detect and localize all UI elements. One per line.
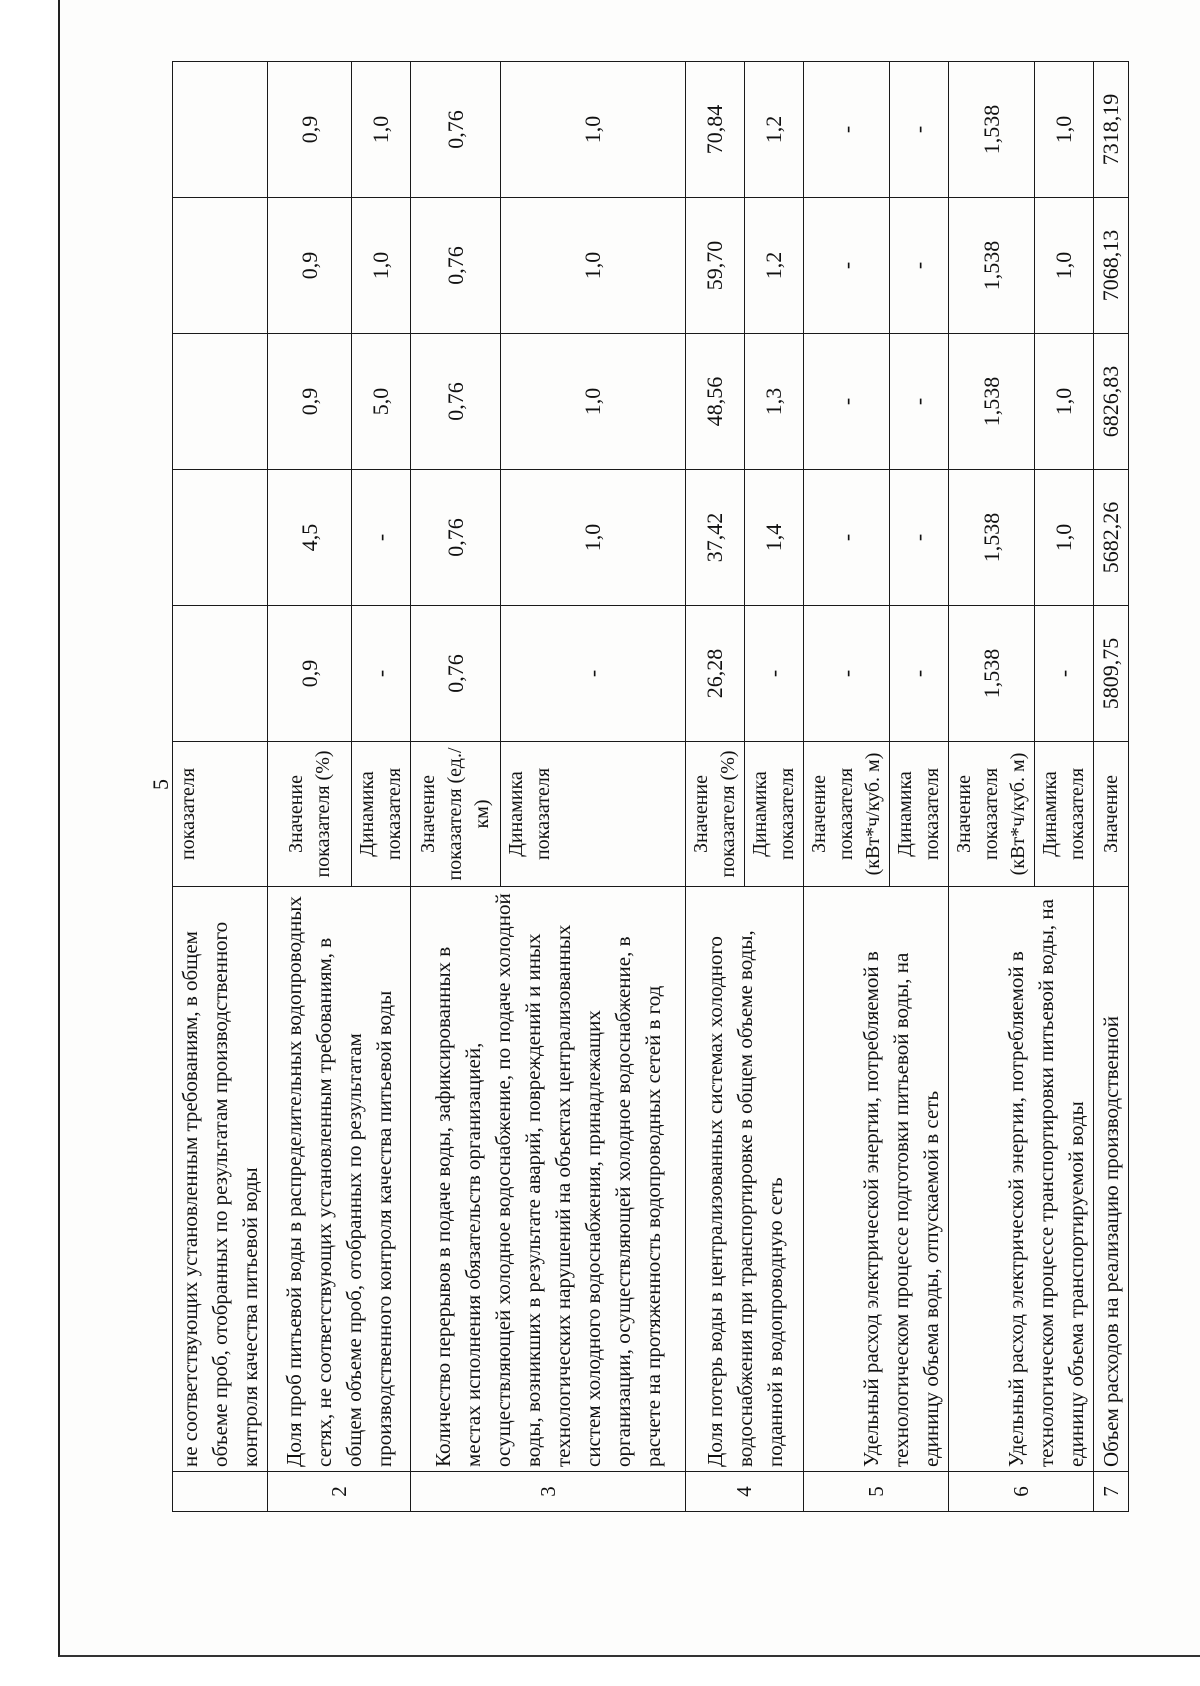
value-cell: 0,76 <box>411 606 501 742</box>
value-cell <box>173 470 268 606</box>
value-cell: 7318,19 <box>1094 62 1129 198</box>
rotated-table-container <box>172 62 1129 1512</box>
value-cell: - <box>352 470 411 606</box>
indicators-table <box>172 61 1129 1512</box>
value-cell: 1,0 <box>1035 198 1094 334</box>
value-cell: 59,70 <box>686 198 745 334</box>
value-cell: 5809,75 <box>1094 606 1129 742</box>
value-cell <box>173 62 268 198</box>
indicator-label: Динамика показателя <box>745 742 804 887</box>
value-cell: 5,0 <box>352 334 411 470</box>
value-cell: 1,538 <box>949 62 1035 198</box>
indicator-label: Значение показателя (кВт*ч/куб. м) <box>804 742 890 887</box>
value-cell: 48,56 <box>686 334 745 470</box>
value-cell: - <box>890 334 949 470</box>
value-cell: 1,0 <box>352 62 411 198</box>
value-cell: 4,5 <box>268 470 352 606</box>
value-cell: 1,538 <box>949 198 1035 334</box>
indicator-description: не соответствующих установленным требованиям, в общем объеме проб, отобранных по результатам производственного контроля качества питьевой воды <box>173 887 268 1472</box>
value-cell: 1,538 <box>949 334 1035 470</box>
indicator-label: Динамика показателя <box>352 742 411 887</box>
indicator-label: Значение показателя (%) <box>686 742 745 887</box>
value-cell: 0,9 <box>268 62 352 198</box>
row-number: 7 <box>1094 1472 1129 1512</box>
value-cell: 70,84 <box>686 62 745 198</box>
indicator-label: Значение показателя (ед./км) <box>411 742 501 887</box>
value-cell: - <box>890 198 949 334</box>
value-cell: 0,76 <box>411 470 501 606</box>
table-row <box>268 62 352 1512</box>
row-number: 2 <box>268 1472 411 1512</box>
value-cell: 6826,83 <box>1094 334 1129 470</box>
value-cell: 1,0 <box>501 62 686 198</box>
value-cell <box>173 334 268 470</box>
value-cell: 0,76 <box>411 334 501 470</box>
indicator-label: Динамика показателя <box>890 742 949 887</box>
row-number: 6 <box>949 1472 1094 1512</box>
indicator-label: Динамика показателя <box>501 742 686 887</box>
value-cell: 5682,26 <box>1094 470 1129 606</box>
value-cell: 0,9 <box>268 606 352 742</box>
value-cell <box>173 198 268 334</box>
value-cell: - <box>890 470 949 606</box>
value-cell: 1,0 <box>1035 334 1094 470</box>
value-cell: 37,42 <box>686 470 745 606</box>
indicator-description: Количество перерывов в подаче воды, зафиксированных в местах исполнения обязательств организацией, осуществляющей холодное водоснабжение, по подаче холодной воды, возникших в результате аварий, повреждений и иных технологических нарушений на объектах централизованных систем холодного водоснабжения, принадлежащих организации, осуществляющей холодное водоснабжение, в расчете на протяженность водопроводных сетей в год <box>411 887 686 1472</box>
table-row <box>949 62 1035 1512</box>
row-number: 3 <box>411 1472 686 1512</box>
value-cell: - <box>804 334 890 470</box>
value-cell: - <box>745 606 804 742</box>
indicator-label: Значение показателя (кВт*ч/куб. м) <box>949 742 1035 887</box>
value-cell: 1,0 <box>1035 470 1094 606</box>
value-cell: - <box>501 606 686 742</box>
value-cell: 1,538 <box>949 606 1035 742</box>
table-row <box>1094 62 1129 1512</box>
row-number <box>173 1472 268 1512</box>
value-cell: 1,0 <box>501 198 686 334</box>
value-cell: - <box>1035 606 1094 742</box>
value-cell: - <box>804 606 890 742</box>
value-cell: - <box>804 62 890 198</box>
value-cell: 1,538 <box>949 470 1035 606</box>
page-number: 5 <box>148 779 173 790</box>
indicator-label: Значение <box>1094 742 1129 887</box>
value-cell: 1,0 <box>501 334 686 470</box>
table-row <box>804 62 890 1512</box>
indicator-description: Доля потерь воды в централизованных системах холодного водоснабжения при транспортировке в общем объеме воды, поданной в водопроводную сеть <box>686 887 804 1472</box>
indicator-description: Удельный расход электрической энергии, потребляемой в технологическом процессе подготовки питьевой воды, на единицу объема воды, отпускаемой в сеть <box>804 887 949 1472</box>
value-cell: 0,76 <box>411 198 501 334</box>
indicator-description: Объем расходов на реализацию производственной <box>1094 887 1129 1472</box>
value-cell: 1,2 <box>745 62 804 198</box>
indicator-label: Значение показателя (%) <box>268 742 352 887</box>
value-cell: - <box>804 198 890 334</box>
indicator-description: Удельный расход электрической энергии, потребляемой в технологическом процессе транспортировки питьевой воды, на единицу объема транспортируемой воды <box>949 887 1094 1472</box>
value-cell: - <box>352 606 411 742</box>
value-cell: - <box>890 606 949 742</box>
value-cell: 1,0 <box>1035 62 1094 198</box>
value-cell: 0,9 <box>268 198 352 334</box>
table-row <box>686 62 745 1512</box>
value-cell: - <box>804 470 890 606</box>
value-cell: 1,0 <box>352 198 411 334</box>
value-cell: 1,4 <box>745 470 804 606</box>
indicator-label: Динамика показателя <box>1035 742 1094 887</box>
table-row <box>411 62 501 1512</box>
value-cell: - <box>890 62 949 198</box>
value-cell <box>173 606 268 742</box>
value-cell: 1,3 <box>745 334 804 470</box>
value-cell: 1,0 <box>501 470 686 606</box>
value-cell: 0,9 <box>268 334 352 470</box>
indicator-label: показателя <box>173 742 268 887</box>
indicator-description: Доля проб питьевой воды в распределительных водопроводных сетях, не соответствующих установленным требованиям, в общем объеме проб, отобранных по результатам производственного контроля качества питьевой воды <box>268 887 411 1472</box>
value-cell: 7068,13 <box>1094 198 1129 334</box>
value-cell: 0,76 <box>411 62 501 198</box>
row-number: 4 <box>686 1472 804 1512</box>
value-cell: 26,28 <box>686 606 745 742</box>
table-row <box>173 62 268 1512</box>
value-cell: 1,2 <box>745 198 804 334</box>
row-number: 5 <box>804 1472 949 1512</box>
